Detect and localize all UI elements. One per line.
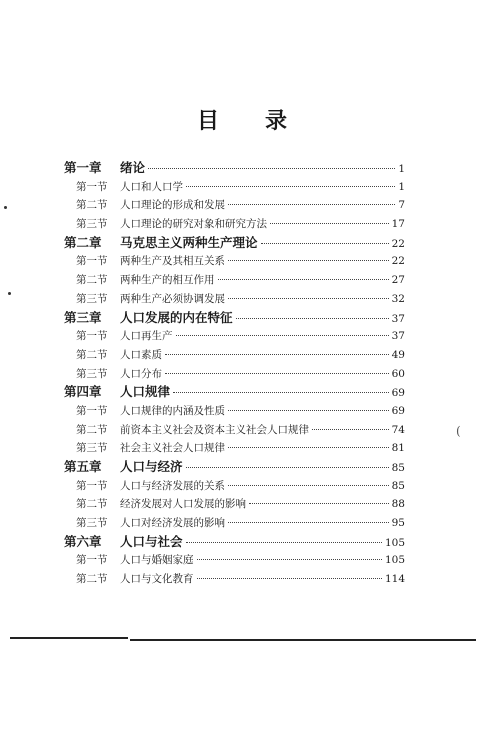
toc-section-row: [64, 271, 405, 290]
toc-title: 人口与文化教育: [120, 573, 194, 586]
toc-leader-dots: [228, 204, 395, 205]
toc-page-number: 74: [391, 423, 405, 436]
toc-page-number: 7: [398, 199, 405, 212]
toc-title: 绪论: [120, 160, 146, 175]
toc-title: 人口分布: [120, 367, 162, 380]
toc-leader-dots: [228, 485, 389, 486]
toc-label: 第一节: [76, 180, 108, 193]
toc-label: 第一节: [76, 554, 108, 567]
toc-leader-dots: [197, 559, 382, 560]
toc-title: 经济发展对人口发展的影响: [120, 498, 246, 511]
toc-title: 两种生产的相互作用: [120, 274, 215, 287]
toc-page-number: 114: [384, 573, 405, 586]
toc-leader-dots: [197, 578, 382, 579]
toc-chapter-row: [64, 309, 405, 328]
toc-leader-dots: [228, 260, 389, 261]
table-of-contents: [64, 159, 405, 589]
toc-label: 第二章: [64, 234, 102, 250]
toc-section-row: [64, 215, 405, 234]
toc-title: 人口素质: [120, 348, 162, 361]
toc-label: 第一节: [76, 479, 108, 492]
toc-title: 人口理论的形成和发展: [120, 199, 225, 212]
toc-title: 人口再生产: [120, 330, 173, 343]
toc-label: 第一节: [76, 330, 108, 343]
toc-label: 第二节: [76, 199, 108, 212]
toc-page-number: 69: [391, 404, 405, 417]
toc-section-row: [64, 439, 405, 458]
toc-label: 第三节: [76, 218, 108, 231]
toc-page-number: 27: [391, 274, 405, 287]
toc-section-row: [64, 551, 405, 570]
toc-page-number: 105: [384, 554, 405, 567]
toc-section-row: [64, 477, 405, 496]
toc-label: 第二节: [76, 348, 108, 361]
footer-rule-right: [130, 639, 476, 641]
toc-leader-dots: [186, 542, 382, 543]
title-char-2: 录: [265, 108, 290, 134]
toc-title: 人口与婚姻家庭: [120, 554, 194, 567]
toc-page-number: 32: [391, 292, 405, 305]
toc-page-number: 69: [391, 387, 405, 400]
toc-leader-dots: [148, 168, 395, 169]
toc-label: 第三节: [76, 517, 108, 530]
margin-mark: (: [456, 424, 461, 438]
toc-leader-dots: [236, 318, 389, 319]
toc-label: 第二节: [76, 498, 108, 511]
toc-page-number: 22: [391, 237, 405, 250]
toc-chapter-row: [64, 159, 405, 178]
toc-chapter-row: [64, 234, 405, 253]
toc-label: 第三节: [76, 367, 108, 380]
toc-section-row: [64, 196, 405, 215]
footer-rule-left: [10, 637, 128, 639]
toc-leader-dots: [228, 410, 389, 411]
toc-title: 人口对经济发展的影响: [120, 517, 225, 530]
toc-leader-dots: [228, 447, 389, 448]
toc-title: 人口与经济: [120, 459, 183, 474]
toc-page-number: 105: [384, 536, 405, 549]
toc-page-number: 88: [391, 498, 405, 511]
toc-section-row: [64, 365, 405, 384]
toc-chapter-row: [64, 458, 405, 477]
toc-leader-dots: [312, 429, 389, 430]
toc-page-number: 1: [398, 180, 405, 193]
scan-speck: [8, 292, 11, 295]
toc-title: 社会主义社会人口规律: [120, 442, 225, 455]
toc-leader-dots: [261, 243, 389, 244]
toc-title: 人口和人口学: [120, 180, 183, 193]
toc-title: 人口发展的内在特征: [120, 309, 233, 325]
toc-page-number: 81: [391, 442, 405, 455]
toc-section-row: [64, 570, 405, 589]
toc-leader-dots: [186, 467, 389, 468]
toc-label: 第三节: [76, 292, 108, 305]
toc-leader-dots: [218, 279, 389, 280]
toc-label: 第一节: [76, 255, 108, 268]
toc-chapter-row: [64, 383, 405, 402]
toc-title: 两种生产及其相互关系: [120, 255, 225, 268]
toc-title: 人口规律: [120, 384, 171, 400]
scan-speck: [4, 206, 7, 209]
toc-title: 两种生产必须协调发展: [120, 292, 225, 305]
toc-label: 第一章: [64, 160, 102, 175]
toc-label: 第二节: [76, 423, 108, 436]
toc-page-number: 37: [391, 330, 405, 343]
toc-label: 第六章: [64, 533, 102, 549]
toc-title: 人口与社会: [120, 533, 183, 549]
toc-section-row: [64, 178, 405, 197]
toc-leader-dots: [165, 354, 389, 355]
toc-label: 第四章: [64, 384, 102, 400]
toc-leader-dots: [173, 392, 389, 393]
toc-leader-dots: [186, 186, 395, 187]
toc-page-number: 37: [391, 312, 405, 325]
toc-page-number: 22: [391, 255, 405, 268]
toc-leader-dots: [165, 373, 389, 374]
toc-label: 第二节: [76, 573, 108, 586]
toc-label: 第二节: [76, 274, 108, 287]
toc-leader-dots: [176, 335, 389, 336]
toc-section-row: [64, 327, 405, 346]
toc-leader-dots: [228, 298, 389, 299]
toc-section-row: [64, 290, 405, 309]
toc-page-number: 49: [391, 348, 405, 361]
toc-title: 人口理论的研究对象和研究方法: [120, 218, 267, 231]
toc-label: 第五章: [64, 459, 102, 474]
toc-page-number: 60: [391, 367, 405, 380]
toc-page-number: 85: [391, 479, 405, 492]
toc-label: 第三章: [64, 309, 102, 325]
toc-chapter-row: [64, 533, 405, 552]
toc-title: 人口与经济发展的关系: [120, 479, 225, 492]
title-char-1: 目: [197, 108, 222, 134]
toc-label: 第一节: [76, 404, 108, 417]
toc-label: 第三节: [76, 442, 108, 455]
toc-page-number: 17: [391, 218, 405, 231]
toc-leader-dots: [249, 503, 389, 504]
toc-title: 人口规律的内涵及性质: [120, 404, 225, 417]
toc-leader-dots: [228, 522, 389, 523]
toc-section-row: [64, 514, 405, 533]
toc-leader-dots: [270, 223, 389, 224]
toc-page-number: 95: [391, 517, 405, 530]
toc-title: 前资本主义社会及资本主义社会人口规律: [120, 423, 309, 436]
toc-page-number: 1: [398, 163, 405, 175]
toc-section-row: [64, 252, 405, 271]
toc-title: 马克思主义两种生产理论: [120, 234, 258, 250]
toc-section-row: [64, 421, 405, 440]
toc-page-number: 85: [391, 462, 405, 474]
toc-section-row: [64, 495, 405, 514]
toc-section-row: [64, 346, 405, 365]
toc-section-row: [64, 402, 405, 421]
